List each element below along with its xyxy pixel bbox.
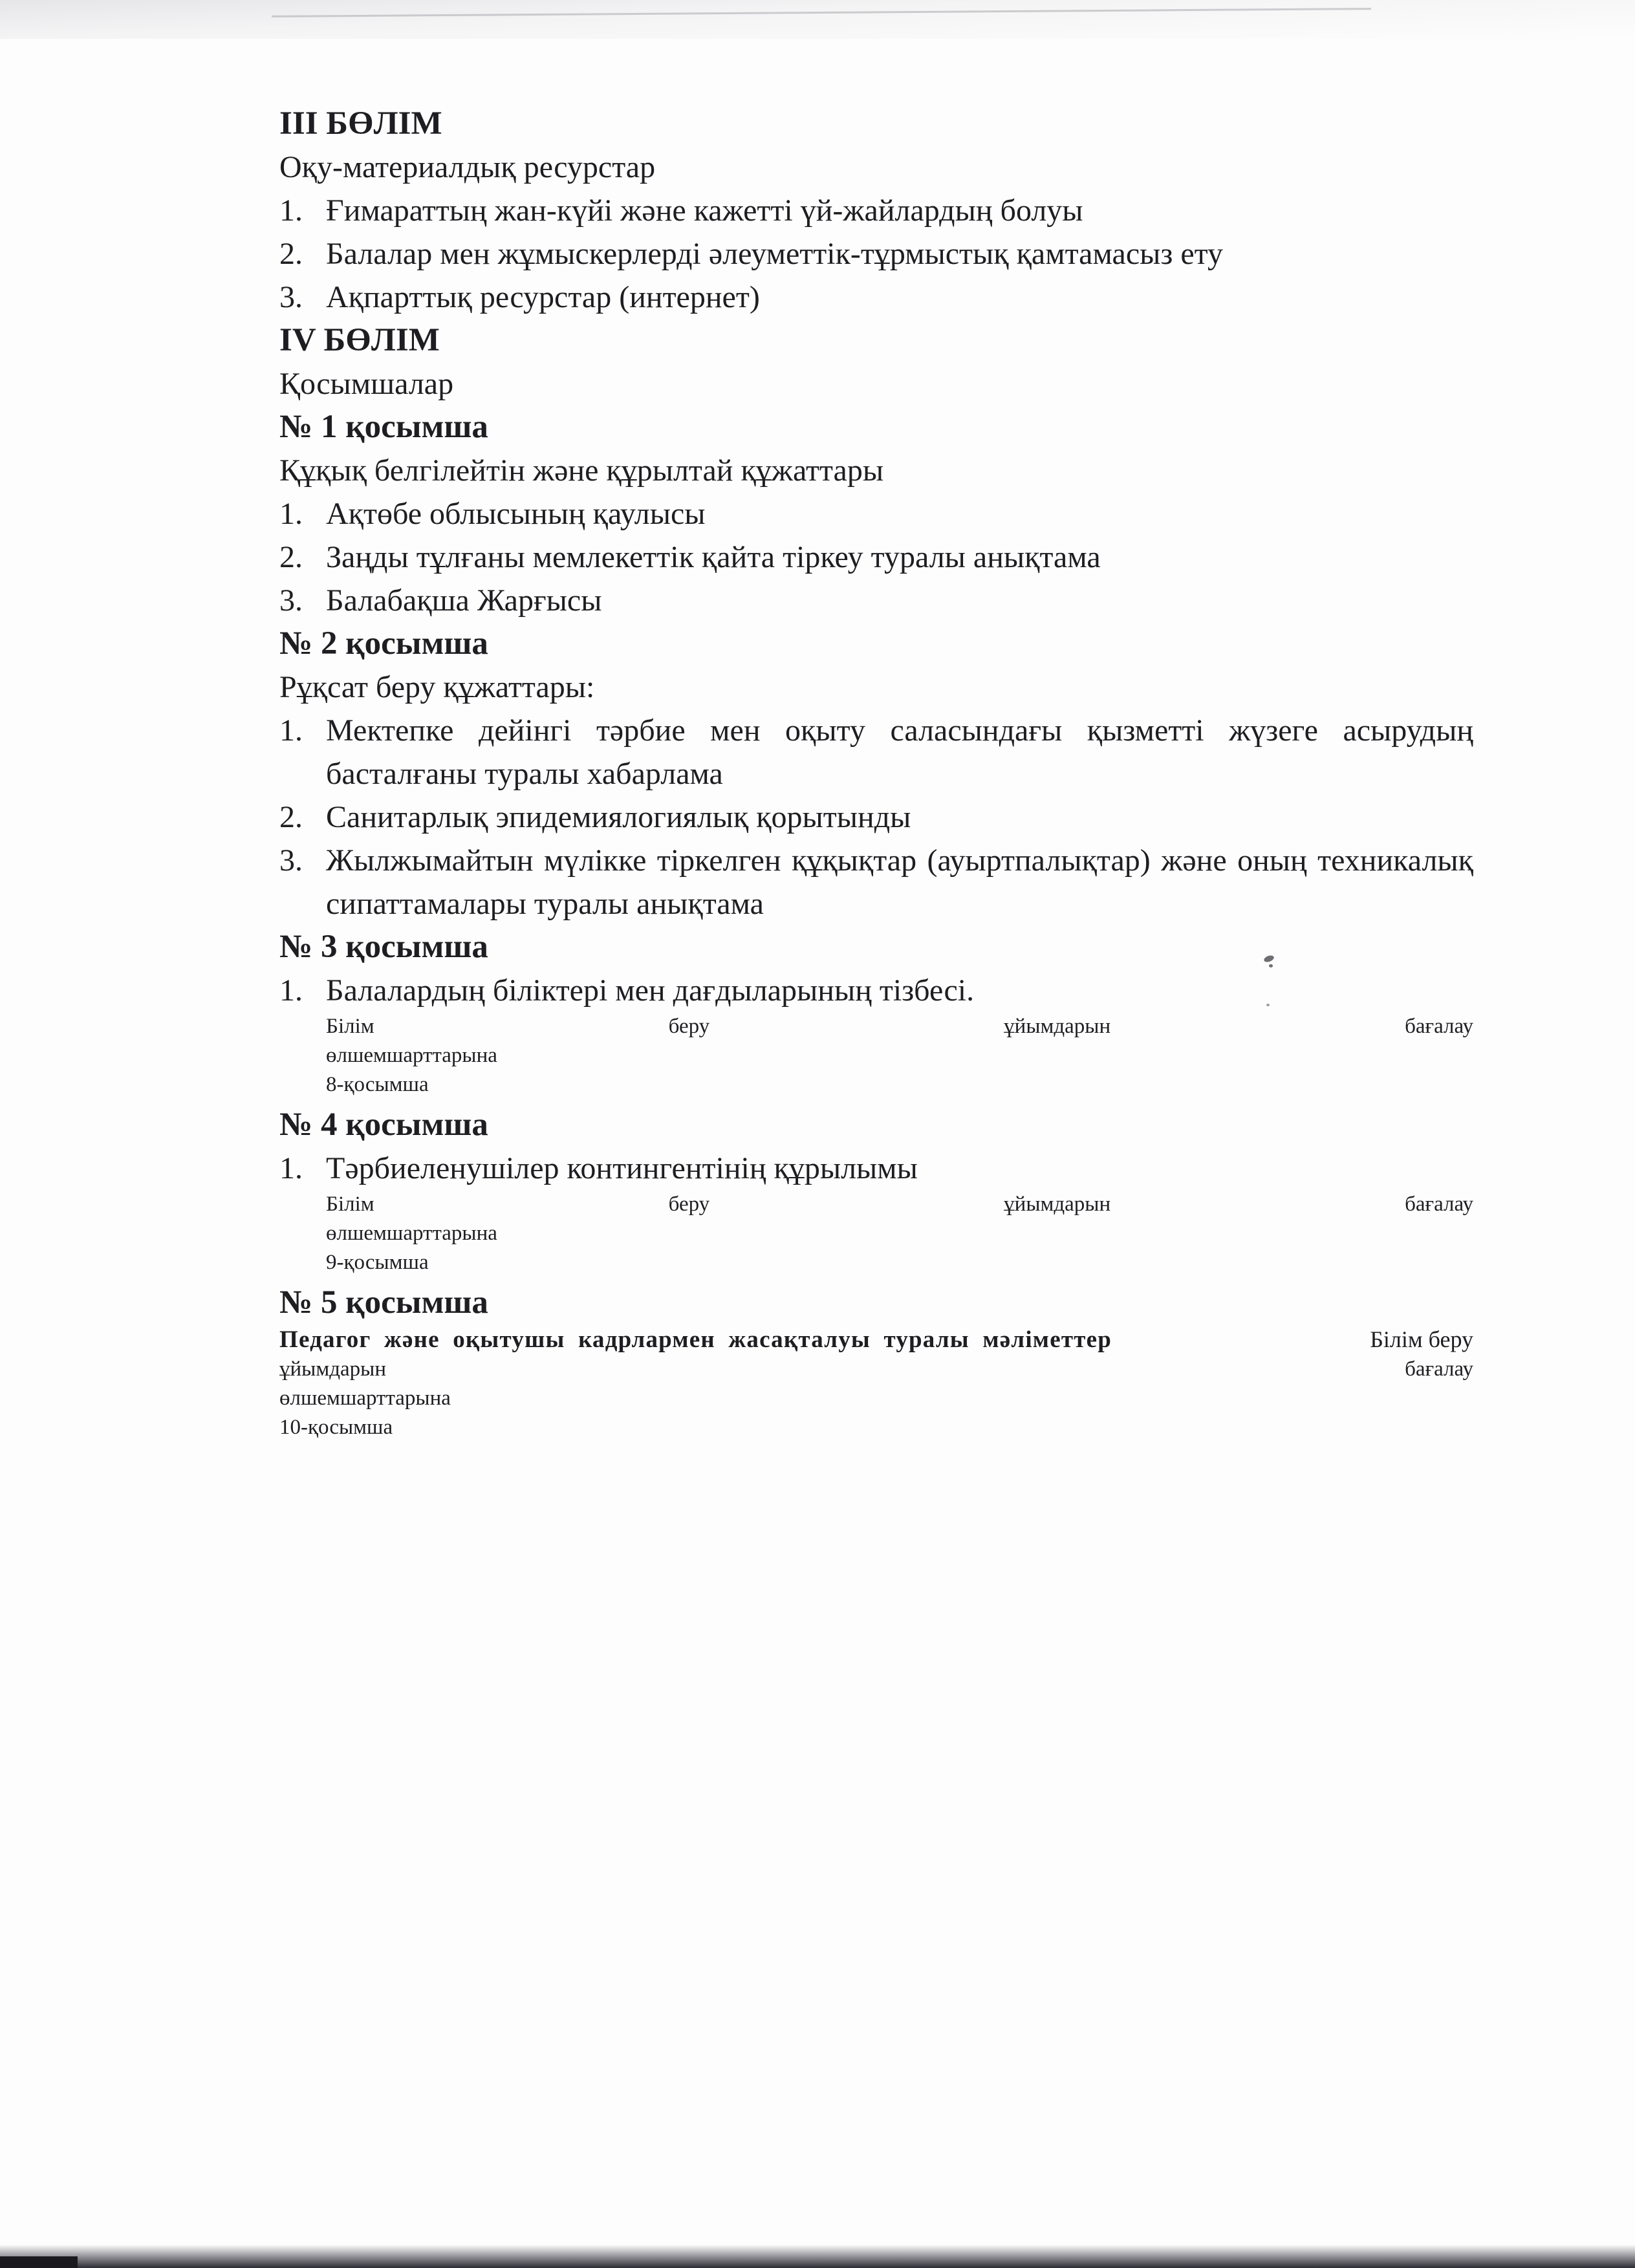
section-4-subtitle: Қосымшалар	[279, 367, 454, 401]
list-text: Ғимараттың жан-күйі және кажетті үй-жайлардың болуы	[326, 193, 1083, 228]
list-number: 1.	[279, 1151, 303, 1185]
list-number: 2.	[279, 540, 303, 574]
list-number: 3.	[279, 583, 303, 618]
appendix-4-heading: № 4 қосымша	[279, 1107, 488, 1143]
document-body	[279, 102, 1473, 1442]
note-line: өлшемшарттарына	[326, 1044, 497, 1067]
section-4-heading: IV БӨЛІМ	[279, 322, 440, 358]
note-word: бағалау	[1405, 1015, 1473, 1038]
scan-top-edge	[0, 0, 1635, 39]
appendix-5-title-row	[279, 1324, 1473, 1355]
note-word: Білім беру	[1370, 1326, 1473, 1352]
list-item	[279, 232, 1473, 275]
list-number: 1.	[279, 713, 303, 748]
note-word: ұйымдарын	[279, 1357, 386, 1381]
list-number: 2.	[279, 237, 303, 271]
list-text: Тәрбиеленушілер контингентінің құрылымы	[326, 1151, 918, 1185]
appendix-1-list	[279, 492, 1473, 622]
list-text: Мектепке дейінгі тәрбие мен оқыту саласындағы қызметті жүзеге асырудың басталғаны туралы хабарлама	[326, 713, 1473, 791]
section-3-heading: III БӨЛІМ	[279, 105, 442, 142]
appendix-2-list	[279, 709, 1473, 925]
list-item	[279, 579, 1473, 622]
note-line: өлшемшарттарына	[326, 1222, 497, 1245]
list-number: 3.	[279, 280, 303, 314]
list-text: Балалардың біліктері мен дағдыларының тізбесі.	[326, 973, 975, 1008]
list-text: Балалар мен жұмыскерлерді әлеуметтік-тұрмыстық қамтамасыз ету	[326, 237, 1223, 271]
section-3-list	[279, 189, 1473, 319]
scan-bottom-edge	[0, 2245, 1635, 2268]
note-word: ұйымдарын	[1004, 1193, 1111, 1216]
note-word: Білім	[326, 1193, 374, 1216]
note-word: Білім	[326, 1015, 374, 1038]
list-text: Жылжымайтын мүлікке тіркелген құқықтар (ауыртпалықтар) және оның техникалық сипаттамалары туралы анықтама	[326, 843, 1473, 921]
list-item	[279, 709, 1473, 795]
list-text: Ақтөбе облысының қаулысы	[326, 497, 706, 531]
list-number: 1.	[279, 973, 303, 1008]
appendix-2-subtitle: Рұқсат беру құжаттары:	[279, 670, 595, 704]
list-item	[279, 189, 1473, 232]
list-item	[279, 839, 1473, 925]
note-word: бағалау	[1405, 1357, 1473, 1381]
list-item	[279, 1147, 1473, 1190]
section-3-subtitle: Оқу-материалдық ресурстар	[279, 150, 656, 184]
list-number: 2.	[279, 800, 303, 834]
note-word: бағалау	[1405, 1193, 1473, 1216]
appendix-2-heading: № 2 қосымша	[279, 625, 488, 662]
note-word: ұйымдарын	[1004, 1015, 1111, 1038]
note-line: өлшемшарттарына	[279, 1387, 451, 1410]
note-line: 9-қосымша	[326, 1251, 429, 1274]
list-text: Ақпарттық ресурстар (интернет)	[326, 280, 760, 314]
note-line: 10-қосымша	[279, 1416, 393, 1439]
note-line: 8-қосымша	[326, 1073, 429, 1096]
note-word: беру	[668, 1193, 710, 1216]
list-item	[279, 535, 1473, 579]
scan-bottom-corner	[0, 2256, 78, 2268]
appendix-3-note	[279, 1012, 1473, 1099]
appendix-1-subtitle: Құқық белгілейтін және құрылтай құжаттары	[279, 453, 884, 488]
list-item	[279, 492, 1473, 535]
list-item	[279, 275, 1473, 319]
list-number: 1.	[279, 193, 303, 228]
list-text: Санитарлық эпидемиялогиялық қорытынды	[326, 800, 911, 834]
list-item	[279, 969, 1473, 1012]
appendix-3-heading: № 3 қосымша	[279, 929, 488, 965]
note-line	[279, 1012, 1473, 1041]
list-number: 3.	[279, 843, 303, 878]
list-text: Балабақша Жарғысы	[326, 583, 602, 618]
note-word: беру	[668, 1015, 710, 1038]
appendix-4-note	[279, 1190, 1473, 1277]
note-line	[279, 1190, 1473, 1219]
list-item	[279, 795, 1473, 839]
appendix-5-title: Педагог және оқытушы кадрлармен жасақталуы туралы мәліметтер	[279, 1326, 1112, 1353]
list-text: Заңды тұлғаны мемлекеттік қайта тіркеу туралы анықтама	[326, 540, 1101, 574]
note-line	[279, 1355, 1473, 1384]
appendix-1-heading: № 1 қосымша	[279, 409, 488, 445]
list-number: 1.	[279, 497, 303, 531]
appendix-5-heading: № 5 қосымша	[279, 1284, 488, 1321]
